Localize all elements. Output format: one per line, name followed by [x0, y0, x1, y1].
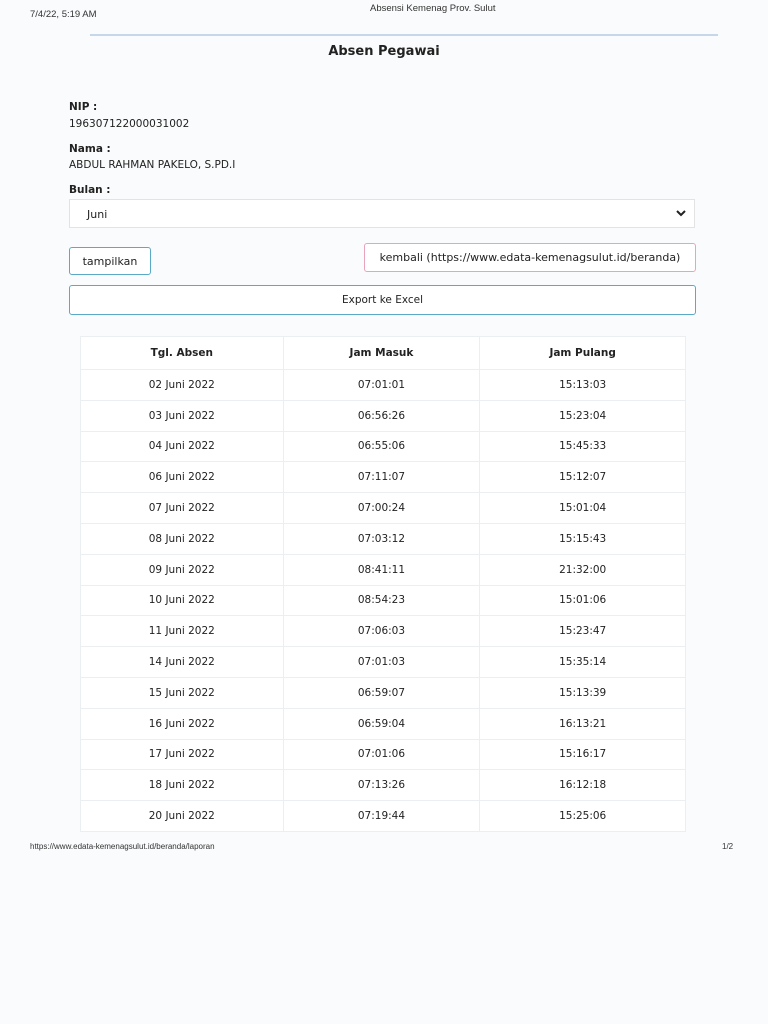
cell-check-in: 07:01:03	[283, 647, 480, 678]
table-row	[81, 462, 686, 493]
print-date: 7/4/22, 5:19 AM	[30, 9, 97, 20]
cell-date: 15 Juni 2022	[81, 677, 284, 708]
cell-check-out: 15:01:06	[480, 585, 686, 616]
cell-date: 02 Juni 2022	[81, 370, 284, 401]
divider	[90, 34, 718, 36]
show-button[interactable]: tampilkan	[69, 247, 151, 275]
print-title: Absensi Kemenag Prov. Sulut	[370, 3, 496, 14]
chevron-down-icon	[674, 206, 688, 220]
cell-check-out: 15:45:33	[480, 431, 686, 462]
cell-check-in: 07:01:06	[283, 739, 480, 770]
table-header-row	[81, 337, 686, 370]
cell-check-in: 06:56:26	[283, 400, 480, 431]
table-row	[81, 585, 686, 616]
cell-date: 16 Juni 2022	[81, 708, 284, 739]
cell-check-in: 06:55:06	[283, 431, 480, 462]
nama-value: ABDUL RAHMAN PAKELO, S.PD.I	[69, 159, 236, 171]
back-button[interactable]: kembali (https://www.edata-kemenagsulut.id/beranda)	[364, 243, 696, 272]
table-row	[81, 431, 686, 462]
table-row	[81, 677, 686, 708]
cell-check-out: 16:13:21	[480, 708, 686, 739]
header-check-out: Jam Pulang	[480, 337, 686, 370]
table-row	[81, 647, 686, 678]
page-title: Absen Pegawai	[328, 44, 440, 59]
bulan-label: Bulan :	[69, 184, 111, 196]
table-row	[81, 739, 686, 770]
header-date: Tgl. Absen	[81, 337, 284, 370]
cell-date: 09 Juni 2022	[81, 554, 284, 585]
cell-check-out: 15:15:43	[480, 523, 686, 554]
cell-check-out: 15:12:07	[480, 462, 686, 493]
cell-check-in: 07:01:01	[283, 370, 480, 401]
cell-check-in: 07:03:12	[283, 523, 480, 554]
header-check-in: Jam Masuk	[283, 337, 480, 370]
cell-check-in: 07:06:03	[283, 616, 480, 647]
cell-check-in: 07:19:44	[283, 801, 480, 832]
month-select-value: Juni	[87, 208, 108, 221]
cell-check-out: 15:25:06	[480, 801, 686, 832]
cell-check-out: 15:13:03	[480, 370, 686, 401]
cell-date: 06 Juni 2022	[81, 462, 284, 493]
cell-date: 11 Juni 2022	[81, 616, 284, 647]
cell-check-out: 15:01:04	[480, 493, 686, 524]
cell-date: 20 Juni 2022	[81, 801, 284, 832]
cell-date: 10 Juni 2022	[81, 585, 284, 616]
cell-date: 18 Juni 2022	[81, 770, 284, 801]
table-row	[81, 708, 686, 739]
cell-check-out: 16:12:18	[480, 770, 686, 801]
cell-date: 17 Juni 2022	[81, 739, 284, 770]
cell-check-in: 08:41:11	[283, 554, 480, 585]
nama-label: Nama :	[69, 143, 111, 155]
cell-check-in: 07:00:24	[283, 493, 480, 524]
table-row	[81, 523, 686, 554]
table-row	[81, 493, 686, 524]
cell-check-in: 06:59:04	[283, 708, 480, 739]
cell-date: 14 Juni 2022	[81, 647, 284, 678]
print-header	[0, 0, 768, 44]
cell-check-out: 15:35:14	[480, 647, 686, 678]
cell-check-out: 15:23:04	[480, 400, 686, 431]
cell-check-out: 21:32:00	[480, 554, 686, 585]
cell-check-in: 06:59:07	[283, 677, 480, 708]
table-body	[81, 370, 686, 832]
table-row	[81, 370, 686, 401]
month-select[interactable]	[69, 199, 695, 228]
cell-check-out: 15:23:47	[480, 616, 686, 647]
table-row	[81, 616, 686, 647]
cell-check-out: 15:16:17	[480, 739, 686, 770]
nip-label: NIP :	[69, 101, 98, 113]
print-page-number: 1/2	[722, 842, 734, 851]
cell-date: 03 Juni 2022	[81, 400, 284, 431]
export-excel-button[interactable]: Export ke Excel	[69, 285, 696, 315]
table-row	[81, 400, 686, 431]
cell-date: 07 Juni 2022	[81, 493, 284, 524]
cell-check-in: 07:11:07	[283, 462, 480, 493]
table-row	[81, 554, 686, 585]
table-row	[81, 770, 686, 801]
attendance-table	[80, 336, 686, 832]
nip-value: 196307122000031002	[69, 118, 190, 130]
cell-date: 04 Juni 2022	[81, 431, 284, 462]
print-footer-url: https://www.edata-kemenagsulut.id/beranda/laporan	[30, 842, 215, 851]
cell-date: 08 Juni 2022	[81, 523, 284, 554]
table-row	[81, 801, 686, 832]
cell-check-in: 08:54:23	[283, 585, 480, 616]
cell-check-in: 07:13:26	[283, 770, 480, 801]
cell-check-out: 15:13:39	[480, 677, 686, 708]
